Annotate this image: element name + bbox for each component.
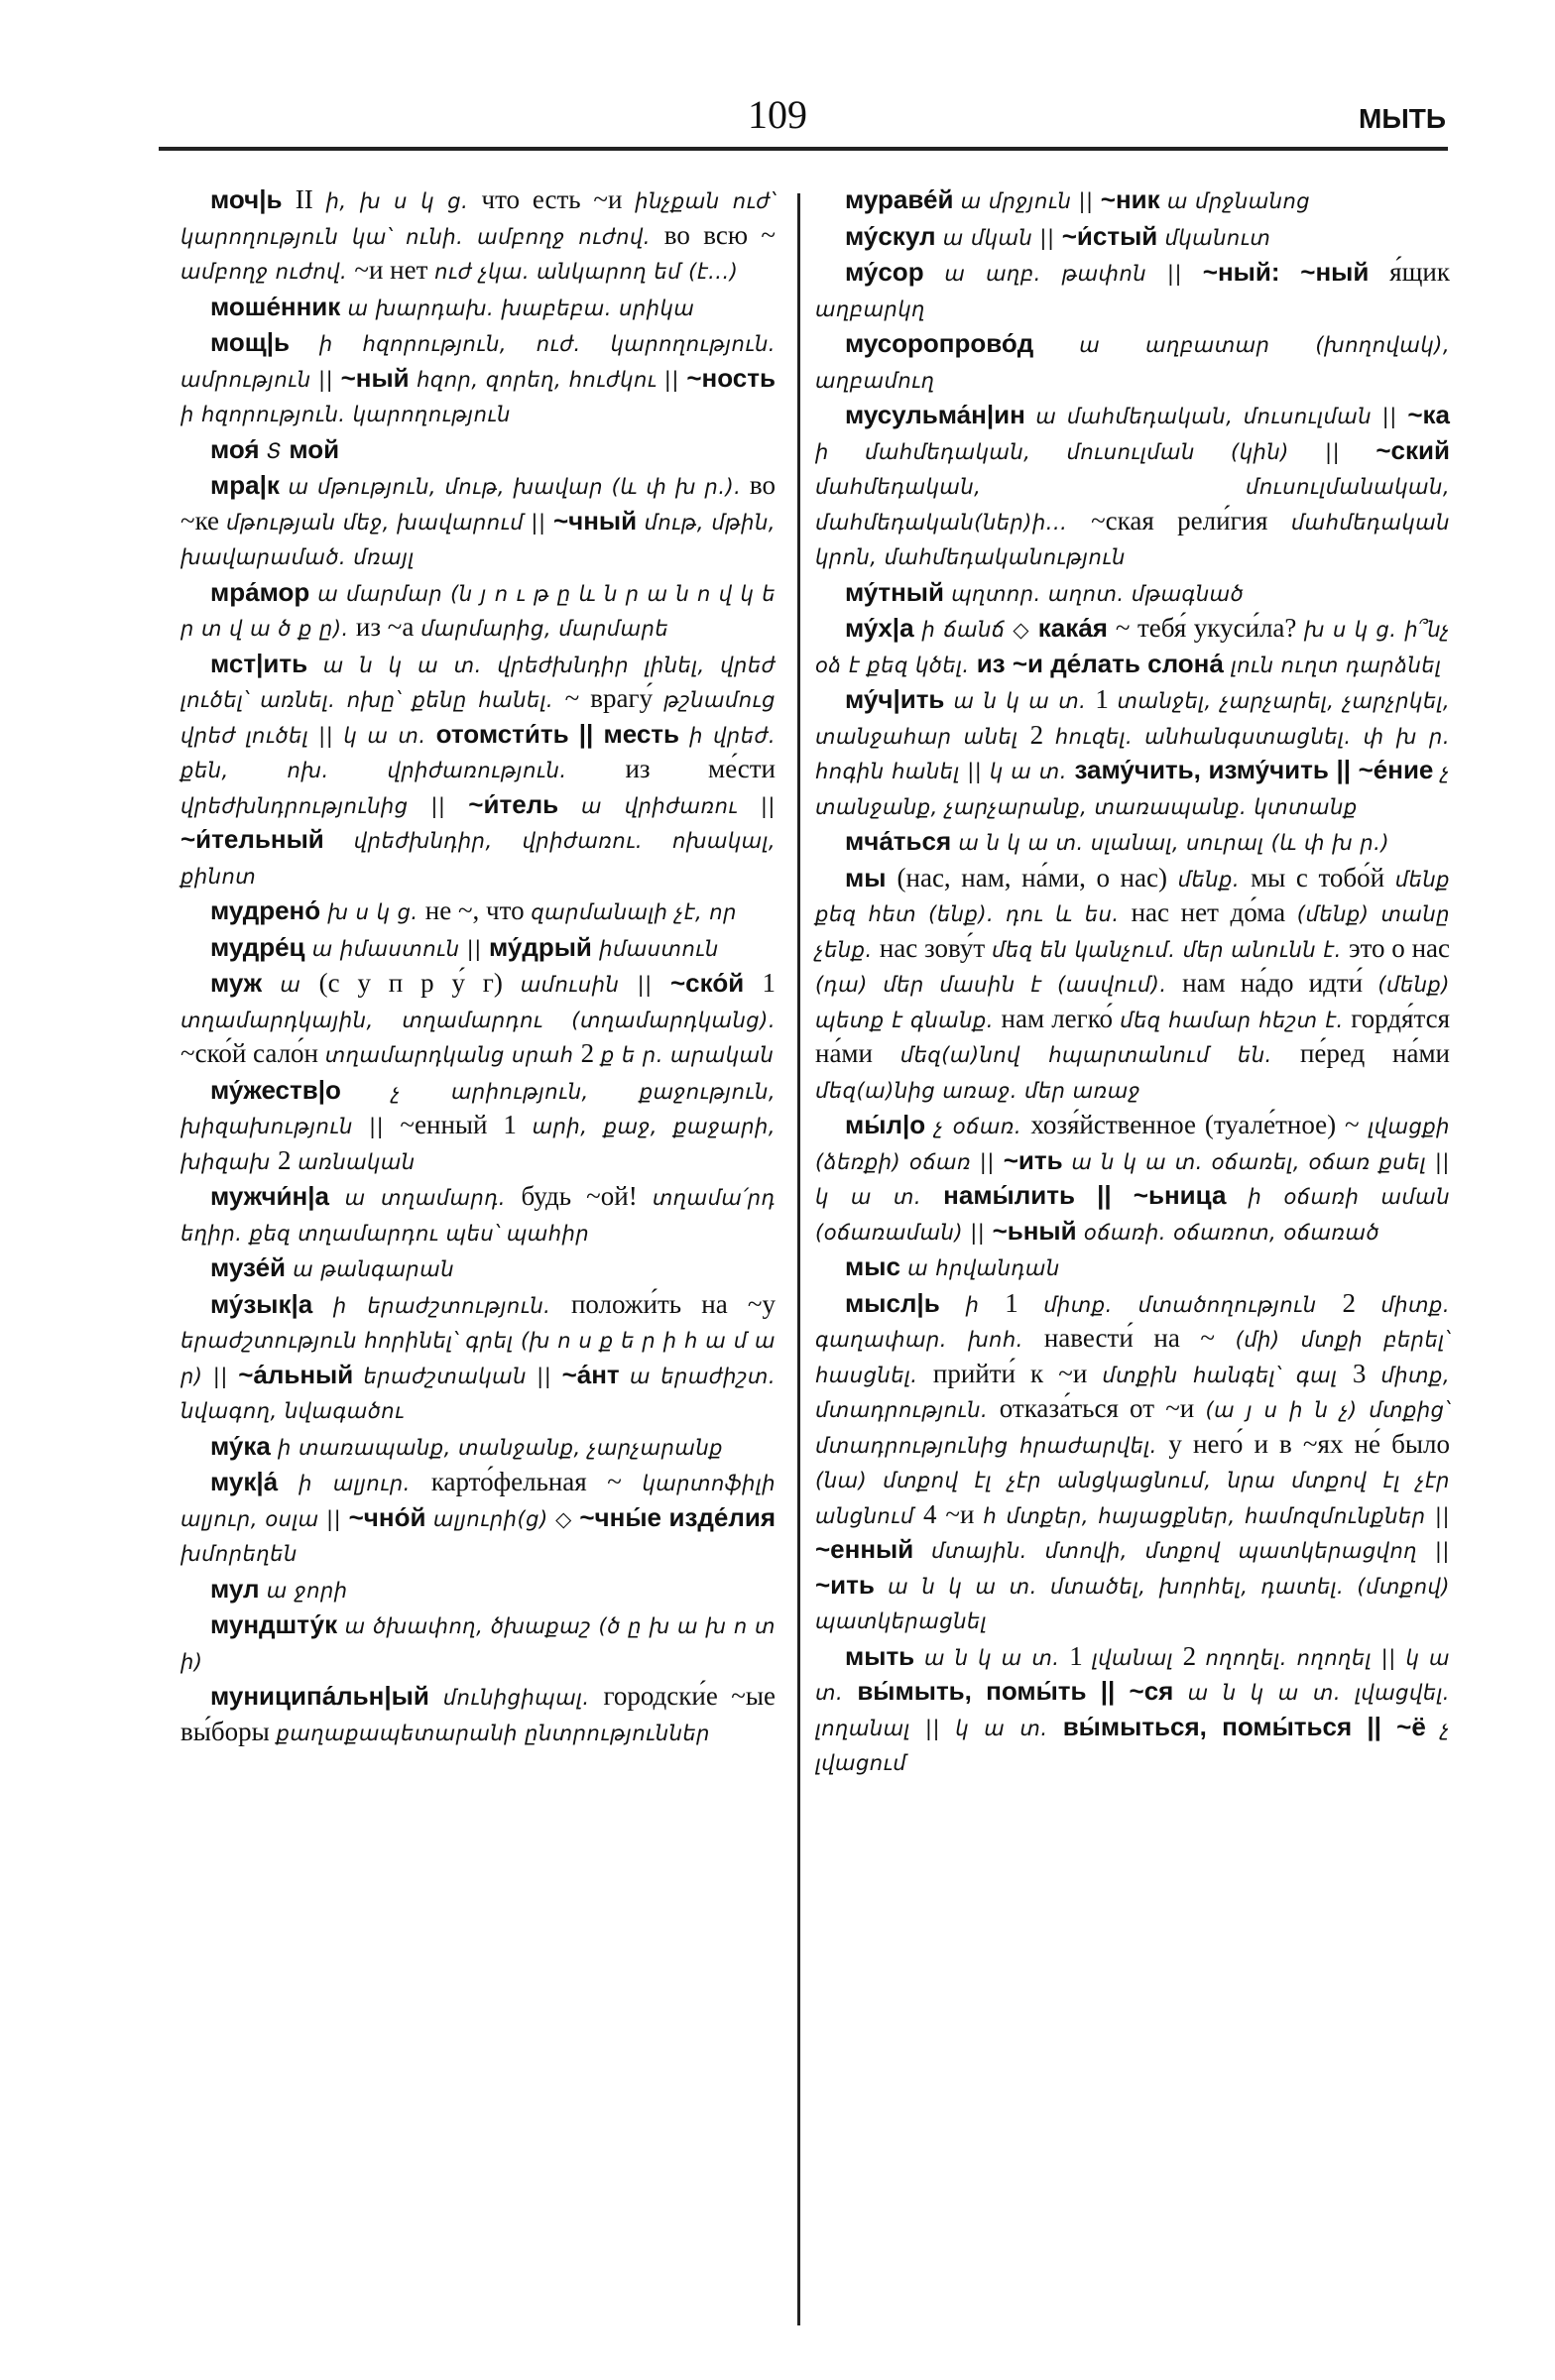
headword: мужчи́н|а xyxy=(210,1181,345,1211)
armenian-translation: մկանուտ xyxy=(1164,225,1271,250)
headword: ~а́льный xyxy=(238,1359,364,1389)
headword: ~и́тельный xyxy=(180,824,354,854)
dictionary-entry xyxy=(180,967,776,1073)
dictionary-entry xyxy=(180,1074,776,1180)
headword: заму́чить, изму́чить || ~е́ние xyxy=(1074,755,1441,784)
armenian-translation: ա մարմար (ն յ ո ւ թ ը և ն ր ա ն ո վ կ ե ր տ վ ա ծ ք ը). xyxy=(180,581,776,641)
armenian-translation: ի ճանճ ◇ xyxy=(921,618,1038,642)
russian-text: 1 xyxy=(1005,1287,1044,1318)
header-rule xyxy=(159,147,1448,151)
headword: ~енный xyxy=(815,1534,932,1564)
armenian-translation: ա հրվանդան xyxy=(907,1256,1060,1280)
armenian-translation: վրեժխնդիր, վրիժառու. ոխակալ, քինոտ xyxy=(180,829,776,889)
headword: му́ч|ить xyxy=(845,684,954,714)
russian-text: из ~а xyxy=(355,612,421,642)
headword: мча́ться xyxy=(845,826,959,856)
headword: му́х|а xyxy=(845,613,922,643)
armenian-translation: (մենք) պետք է գնանք. xyxy=(815,973,1450,1032)
russian-text: 1 xyxy=(1069,1640,1092,1671)
armenian-translation: քաղաքապետարանի ընտրություններ xyxy=(276,1721,710,1745)
armenian-translation: պղտոր. աղոտ. մթագնած xyxy=(951,581,1245,606)
dictionary-entry xyxy=(815,1109,1450,1250)
armenian-translation: չ լվացում xyxy=(815,1716,1451,1775)
armenian-translation: միտք. մտածողություն xyxy=(1043,1292,1343,1317)
dictionary-entry xyxy=(180,1680,776,1750)
armenian-translation: խմորեղեն xyxy=(180,1542,298,1566)
dictionary-entry xyxy=(180,648,776,894)
dictionary-entry xyxy=(815,327,1450,398)
headword: мысл|ь xyxy=(845,1287,966,1318)
russian-text: 2 xyxy=(1342,1287,1381,1318)
headword: муж xyxy=(210,968,281,998)
armenian-translation: ողողել. ողողել || կ ա տ. xyxy=(815,1645,1450,1705)
right-column xyxy=(815,183,1450,1782)
page-number: 109 xyxy=(748,92,807,137)
headword: мусульма́н|ин xyxy=(845,400,1036,429)
headword: мыть xyxy=(845,1640,924,1671)
dictionary-entry xyxy=(180,931,776,967)
armenian-translation: մենք քեզ հետ (ենք). դու և ես. xyxy=(815,867,1450,926)
russian-text: (нас, нам, на́ми, о нас) xyxy=(897,862,1178,892)
headword: мыс xyxy=(845,1251,908,1281)
armenian-translation: ա թանգարան xyxy=(293,1257,455,1281)
armenian-translation: տանջել, չարչարել, չարչրկել, տանջահար անել xyxy=(815,689,1451,749)
russian-text: карто́фельная ~ xyxy=(430,1467,643,1496)
russian-text: пе́ред на́ми xyxy=(1299,1038,1450,1068)
armenian-translation: իմաստուն xyxy=(599,936,719,961)
headword: му́зык|а xyxy=(210,1288,333,1319)
headword: муниципа́льн|ый xyxy=(210,1681,443,1711)
headword: ~ный: xyxy=(1202,257,1301,287)
dictionary-entry xyxy=(180,576,776,647)
dictionary-entry xyxy=(815,183,1450,219)
armenian-translation: ալյուրի(ց) ◇ xyxy=(432,1506,580,1531)
dictionary-entry xyxy=(815,399,1450,575)
armenian-translation: մահմեդական կրոն, մահմեդականություն xyxy=(815,510,1450,569)
armenian-translation: ա ջորի xyxy=(266,1578,348,1603)
left-column xyxy=(180,183,776,1751)
russian-text: будь ~ой! xyxy=(521,1181,653,1211)
headword: ~ско́й xyxy=(670,968,763,998)
armenian-translation: չ օճառ. xyxy=(934,1115,1031,1138)
russian-text: положи́ть на ~у xyxy=(570,1288,776,1319)
armenian-translation: ամբողջ ուժով. xyxy=(180,260,355,284)
headword: мудрено́ xyxy=(210,895,328,925)
armenian-translation: հ մտքեր, հայացքներ, համոզմունքներ || xyxy=(983,1503,1451,1528)
armenian-translation: չ արիություն, քաջություն, խիզախություն || xyxy=(180,1079,776,1138)
russian-text: 2 xyxy=(1029,719,1055,750)
headword: ~ка xyxy=(1407,400,1450,429)
dictionary-entry xyxy=(815,825,1450,861)
russian-text: во ~ке xyxy=(180,470,776,536)
armenian-translation: ի մահմեդական, մուսուլման (կին) || xyxy=(815,439,1376,464)
armenian-translation: ա վրիժառու || xyxy=(581,793,776,818)
headword: кака́я xyxy=(1037,613,1116,643)
armenian-translation: մեզ են կանչում. մեր անունն է. xyxy=(991,937,1349,962)
armenian-translation: ա ն կ ա տ. xyxy=(923,1645,1070,1670)
headword: ~ный xyxy=(1300,257,1390,287)
armenian-translation: օճառի. օճառոտ, օճառած xyxy=(1083,1220,1380,1245)
armenian-translation: մթության մեջ, խավարում || xyxy=(226,510,553,535)
armenian-translation: լվանալ xyxy=(1092,1645,1183,1670)
dictionary-entry xyxy=(180,1608,776,1679)
dictionary-entry xyxy=(815,1250,1450,1286)
armenian-translation: տղամա՛րդ եղիր. քեզ տղամարդու պես՝ պահիր xyxy=(180,1186,776,1246)
russian-text: из ме́сти xyxy=(625,754,776,783)
column-divider xyxy=(797,193,800,2325)
headword: музе́й xyxy=(210,1252,294,1282)
dictionary-entry xyxy=(815,862,1450,1109)
armenian-translation: տղամարդկային, տղամարդու (տղամարդկանց). xyxy=(180,1008,776,1032)
dictionary-entry xyxy=(815,220,1450,256)
dictionary-entry xyxy=(815,256,1450,326)
dictionary-entry xyxy=(180,183,776,290)
armenian-translation: մենք. xyxy=(1177,867,1252,892)
headword: мощ|ь xyxy=(210,327,319,357)
dictionary-entry xyxy=(815,1640,1450,1781)
armenian-translation: ա ն կ ա տ. սլանալ, սուրալ (և փ խ ր.) xyxy=(958,831,1390,855)
dictionary-entry xyxy=(180,1430,776,1466)
armenian-translation: (դա) մեր մասին է (ասվում). xyxy=(815,973,1183,997)
armenian-translation: ա xyxy=(280,973,319,997)
armenian-translation: ա աղբ. թափոն || xyxy=(944,262,1203,286)
russian-text: ~енный 1 xyxy=(400,1110,533,1139)
dictionary-entry xyxy=(180,1288,776,1429)
dictionary-entry xyxy=(180,894,776,930)
armenian-translation: ի օճառի աման (օճառաման) || xyxy=(815,1185,1450,1245)
armenian-translation: հուզել. անհանգստացնել. փ խ ր. հոգին հանել || կ ա տ. xyxy=(815,724,1451,783)
russian-text: нам легко́ xyxy=(1001,1003,1121,1033)
russian-text: 3 xyxy=(1352,1358,1381,1388)
headword: мураве́й xyxy=(845,184,961,214)
dictionary-entry xyxy=(180,1573,776,1608)
headword: ~ить xyxy=(1003,1144,1072,1175)
armenian-translation: ի xyxy=(965,1292,1006,1317)
russian-text: 2 xyxy=(580,1038,601,1068)
armenian-translation: մութ, մթին, խավարամած. մռայլ xyxy=(180,510,776,569)
armenian-translation: արի, քաջ, քաջարի, խիզախ xyxy=(180,1115,776,1174)
armenian-translation: ա իմաստուն || xyxy=(311,936,489,961)
russian-text: прийти́ к ~и xyxy=(932,1358,1103,1388)
armenian-translation: խ ս կ ց. ի՞նչ օձ է քեզ կծել. xyxy=(815,618,1451,677)
russian-text: городски́е ~ые вы́боры xyxy=(180,1681,777,1746)
headword: мул xyxy=(210,1573,267,1604)
armenian-translation: լվացքի (ձեռքի) օճառ || xyxy=(815,1115,1450,1174)
russian-text: 1 xyxy=(1095,684,1118,714)
armenian-translation: (նա) մտքով էլ չէր անցկացնում, նրա մտքով էլ չէր անցնում xyxy=(815,1469,1450,1528)
dictionary-entry xyxy=(180,326,776,432)
headword: ~ный xyxy=(340,362,418,393)
armenian-translation: ք ե ր. արական xyxy=(600,1043,775,1067)
armenian-translation: ա մկան || xyxy=(942,225,1062,250)
headword: мст|ить xyxy=(210,648,323,678)
armenian-translation: Տ xyxy=(266,438,290,463)
armenian-translation: ի տառապանք, տանջանք, չարչարանք xyxy=(278,1435,724,1460)
armenian-translation: ա ն կ ա տ. մտածել, խորհել, դատել. (մտքով) պատկերացնել xyxy=(815,1574,1451,1633)
headword: ~и́тель xyxy=(468,788,582,819)
armenian-translation: ի հզորություն, ուժ. կարողություն. ամրություն || xyxy=(180,332,776,392)
dictionary-entry xyxy=(180,291,776,326)
headword: моше́нник xyxy=(210,291,348,321)
armenian-translation: ա ն կ ա տ. լվացվել. լողանալ || կ ա տ. xyxy=(815,1681,1450,1740)
armenian-translation: ուժ չկա. անկարող եմ (է...) xyxy=(434,260,739,284)
armenian-translation: ա երաժիշտ. նվագող, նվագածու xyxy=(180,1364,776,1423)
armenian-translation: (մենք) տանը չենք. xyxy=(815,902,1450,962)
headword: отомсти́ть || месть xyxy=(435,718,690,749)
headword: мы xyxy=(845,862,897,892)
headword: ~чно́й xyxy=(348,1501,433,1532)
armenian-translation: մտքին հանգել՝ գալ xyxy=(1102,1363,1353,1387)
dictionary-entry xyxy=(180,1466,776,1572)
armenian-translation: ա ն կ ա տ. օճառել, օճառ քսել || կ ա տ. xyxy=(815,1149,1450,1209)
armenian-translation: (ա յ ս ի ն չ) մտքից՝ մտադրությունից հրաժարվել. xyxy=(815,1398,1450,1458)
headword: мундшту́к xyxy=(210,1609,345,1639)
headword: моя́ xyxy=(210,433,267,464)
dictionary-entry xyxy=(180,433,776,469)
armenian-translation: ա մթություն, մութ, խավար (և փ խ ր.). xyxy=(288,475,750,499)
armenian-translation: տղամարդկանց սրահ xyxy=(324,1043,581,1067)
armenian-translation: ա ծխափող, ծխաքաշ (ծ ը խ ա խ ո տ ի) xyxy=(180,1614,776,1674)
armenian-translation: մունիցիպալ. xyxy=(442,1686,604,1710)
armenian-translation: մահմեդական, մուսուլմանական, մահմեդական(ներ)ի... xyxy=(815,475,1450,535)
headword: мой xyxy=(289,433,340,464)
dictionary-entry xyxy=(815,576,1450,612)
armenian-translation: կարտոֆիլի ալյուր, օսլա || xyxy=(180,1472,776,1531)
armenian-translation: մեզ համար հեշտ է. xyxy=(1120,1008,1352,1032)
russian-text: 2 xyxy=(277,1144,299,1175)
headword: намы́лить || ~ьница xyxy=(943,1180,1249,1210)
headword: моч|ь xyxy=(210,184,296,214)
headword: вы́мыться, помы́ться || ~ё xyxy=(1062,1711,1442,1741)
armenian-translation: միտք. գաղափար. խոհ. xyxy=(815,1292,1450,1352)
armenian-translation: մտային. մտովի, մտքով պատկերացվող || xyxy=(931,1539,1450,1563)
armenian-translation: ի երաժշտություն. xyxy=(332,1293,571,1318)
dictionary-entry xyxy=(180,1180,776,1250)
armenian-translation: ա խարդախ. խաբեբա. սրիկա xyxy=(347,296,695,320)
headword: ~ник xyxy=(1100,184,1167,214)
russian-text: у него́ и в ~ях не́ было xyxy=(1168,1428,1451,1459)
headword: мусоропрово́д xyxy=(845,328,1080,358)
russian-text: не ~, что xyxy=(424,895,532,925)
headword: ~и́стый xyxy=(1061,220,1165,251)
armenian-translation: ա ն կ ա տ. xyxy=(953,689,1096,713)
russian-text: II xyxy=(295,184,326,214)
armenian-translation: միտք, մտադրություն. xyxy=(815,1363,1451,1422)
armenian-translation: երաժշտություն հորինել՝ գրել (խ ո ս ք ե ր ի հ ա մ ա ր) || xyxy=(180,1329,776,1388)
russian-text: ~ врагу́ xyxy=(564,683,664,713)
headword: ~а́нт xyxy=(561,1359,630,1389)
headword: ~чны́е изде́лия xyxy=(579,1501,776,1532)
armenian-translation: ի, խ ս կ ց. xyxy=(325,189,482,213)
headword: му́сор xyxy=(845,257,945,287)
dictionary-entry xyxy=(815,683,1450,824)
russian-text: гордя́тся на́ми xyxy=(815,1003,1450,1068)
armenian-translation: ա մրջյուն || xyxy=(960,189,1101,213)
russian-text: хозя́йственное (туале́тное) ~ xyxy=(1030,1110,1369,1139)
headword: мра́мор xyxy=(210,576,318,607)
armenian-translation: առնական xyxy=(298,1149,416,1174)
armenian-translation: մարմարից, մարմարե xyxy=(420,617,669,641)
russian-text: нам на́до идти́ xyxy=(1182,968,1378,998)
russian-text: 4 ~и xyxy=(923,1498,984,1529)
russian-text: нас нет до́ма xyxy=(1131,897,1297,927)
headword: му́жеств|о xyxy=(210,1074,392,1105)
armenian-translation: ա աղբատար (խողովակ), աղբամուղ xyxy=(815,333,1450,393)
armenian-translation: խ ս կ ց. xyxy=(327,900,425,924)
headword: мук|а́ xyxy=(210,1467,299,1496)
armenian-translation: ա մրջնանոց xyxy=(1166,189,1311,213)
armenian-translation: երաժշտական || xyxy=(363,1364,562,1388)
armenian-translation: հզոր, զորեղ, հուժկու || xyxy=(417,367,687,392)
armenian-translation: թշնամուց վրեժ լուծել || կ ա տ. xyxy=(180,688,777,748)
armenian-translation: ի ալյուր. xyxy=(299,1472,431,1495)
armenian-translation: (մի) մտքի բերել՝ հասցնել. xyxy=(815,1328,1450,1387)
russian-text: что есть ~и xyxy=(481,184,636,214)
dictionary-entry xyxy=(180,1251,776,1287)
headword: ~ьный xyxy=(992,1215,1084,1246)
russian-text: ~ тебя́ укуси́ла? xyxy=(1115,613,1304,643)
armenian-translation: ա տղամարդ. xyxy=(344,1186,522,1210)
russian-text: отказа́ться от ~и xyxy=(999,1393,1206,1423)
russian-text: ~и нет xyxy=(354,255,435,285)
dictionary-entry xyxy=(180,469,776,575)
headword: мы́л|о xyxy=(845,1110,935,1139)
headword: мра|к xyxy=(210,470,289,500)
russian-text: я́щик xyxy=(1389,257,1450,287)
russian-text: 1 xyxy=(762,968,776,998)
russian-text: мы с тобо́й xyxy=(1251,862,1395,892)
headword: ~чный xyxy=(552,505,645,536)
running-head: МЫТЬ xyxy=(1359,103,1446,134)
headword: вы́мыть, помы́ть || ~ся xyxy=(857,1676,1188,1706)
headword: из ~и де́лать слона́ xyxy=(976,648,1232,678)
dictionary-entry xyxy=(815,612,1450,682)
armenian-translation: վրեժխնդրությունից || xyxy=(180,793,469,818)
armenian-translation: ի հզորություն. կարողություն xyxy=(180,403,511,426)
headword: му́скул xyxy=(845,220,943,251)
armenian-translation: մեզ(ա)նով հպարտանում են. xyxy=(899,1043,1300,1067)
russian-text: это о нас xyxy=(1348,932,1450,963)
armenian-translation: չ տանջանք, չարչարանք, տառապանք. կտտանք xyxy=(815,760,1450,819)
russian-text: во всю ~ xyxy=(663,219,776,250)
headword: му́ка xyxy=(210,1430,279,1461)
armenian-translation: ա մահմեդական, մուսուլման || xyxy=(1035,405,1408,428)
headword: ~ность xyxy=(686,362,776,393)
headword: му́дрый xyxy=(488,931,600,962)
armenian-translation: զարմանալի չէ, որ xyxy=(531,900,737,924)
russian-text: нас зову́т xyxy=(879,932,992,963)
armenian-translation: ա ն կ ա տ. վրեժխնդիր լինել, վրեժ լուծել՝ առնել. ոխը՝ քենը հանել. xyxy=(180,653,776,712)
russian-text: ~ская рели́гия xyxy=(1091,505,1291,536)
armenian-translation: մեզ(ա)նից առաջ. մեր առաջ xyxy=(815,1078,1140,1103)
armenian-translation: ամուսին || xyxy=(520,973,670,997)
headword: ~ский xyxy=(1376,434,1450,465)
russian-text: ~ско́й сало́н xyxy=(180,1038,325,1068)
armenian-translation: լուն ուղտ դարձնել xyxy=(1231,653,1442,677)
headword: му́тный xyxy=(845,576,952,607)
russian-text: (с у п р у́ г) xyxy=(318,968,521,998)
headword: ~ить xyxy=(815,1569,889,1600)
russian-text: навести́ на ~ xyxy=(1043,1323,1236,1353)
russian-text: 2 xyxy=(1182,1640,1206,1671)
dictionary-entry xyxy=(815,1287,1450,1639)
armenian-translation: ինչքան ուժ՝ կարողություն կա՝ ունի. ամբողջ ուժով. xyxy=(180,189,777,249)
headword: мудре́ц xyxy=(210,931,312,962)
armenian-translation: ի վրեժ. քեն, ոխ. վրիժառություն. xyxy=(180,723,776,782)
armenian-translation: աղբարկղ xyxy=(815,297,925,321)
